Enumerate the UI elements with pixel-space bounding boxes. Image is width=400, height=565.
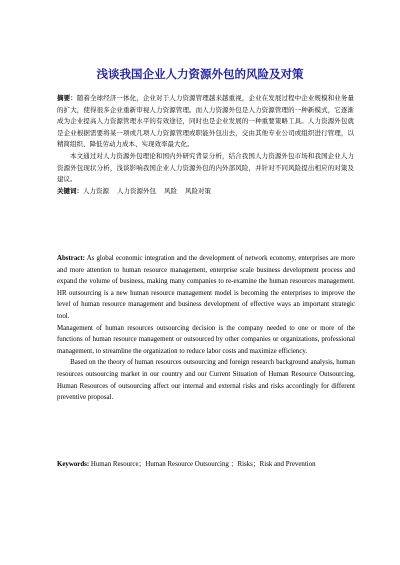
abstract-cn-paragraph-2: 本文通过对人力资源外包理论和国内外研究背景分析，结合我国人力资源外包市场和我国企业人力资源外包现状分析，浅谈影响我国企业人力资源外包的内外部风险，并针对不同风险提出相应的对策及建议。 bbox=[57, 151, 354, 184]
keywords-en-text: Human Resource；Human Resource Outsourcing ；Risks；Risk and Prevention bbox=[90, 461, 316, 468]
abstract-cn-text-1: 随着全球经济一体化，企业对于人力资源管理越来越重视，企业在发展过程中企业规模和业务量的扩大，使得很多企业重新审视人力资源管理。而人力资源外包是人力资源管理的一种新模式，它逐渐成为企业提高人力资源管理水平的有效途径，同时也是企业发展的一种重要策略工具。人力资源外包就是企业根据需要将某一项或几项人力资源管理或职能外包出去，交由其他专业公司或组织进行管理，以精简组织、降低劳动力成本、实现效率最大化。 bbox=[57, 94, 355, 149]
abstract-en-text-1: As global economic integration and the development of network economy, enterprises are more and more attention to human resource management, enterprise scale business development process and expand the volume of business, making many companies to re-examine the human resources management. HR outsourcing is a new human resource management model is becoming the enterprises to improve the level of human resource management and business development of effective ways an important strategic tool. bbox=[57, 255, 355, 320]
abstract-en bbox=[57, 253, 355, 404]
keywords-en-label: Keywords: bbox=[57, 461, 90, 468]
paper-title: 浅谈我国企业人力资源外包的风险及对策 bbox=[96, 67, 304, 81]
keyword-cn-4: 风险对策 bbox=[185, 186, 211, 195]
keyword-cn-1: 人力资源 bbox=[83, 186, 109, 195]
abstract-en-paragraph-1 bbox=[57, 253, 355, 323]
abstract-en-paragraph-3: Based on the theory of human resources outsourcing and foreign research background analysis, human resources outsourcing market in our country and our Current Situation of Human Resource Outsourcing, Human Resources of outsourcing affect our internal and external risks and risks accordingly for different preventive proposal. bbox=[57, 359, 355, 402]
abstract-en-paragraph-2: Management of human resources outsourcing decision is the company needed to one or more of the functions of human resource management or outsourced by other companies or organizations, professional management, to streamline the organization to reduce labor costs and maximize efficiency. bbox=[57, 324, 355, 355]
abstract-en-label: Abstract: bbox=[57, 255, 85, 262]
abstract-cn bbox=[57, 93, 354, 197]
abstract-cn-paragraph-1 bbox=[57, 93, 354, 151]
keyword-cn-3: 风险 bbox=[164, 186, 177, 195]
keywords-cn bbox=[57, 186, 354, 198]
abstract-cn-label: 摘要： bbox=[57, 94, 77, 102]
keywords-en bbox=[57, 459, 357, 470]
keywords-cn-label: 关键词： bbox=[57, 186, 83, 195]
keyword-cn-2: 人力资源外包 bbox=[117, 186, 156, 195]
